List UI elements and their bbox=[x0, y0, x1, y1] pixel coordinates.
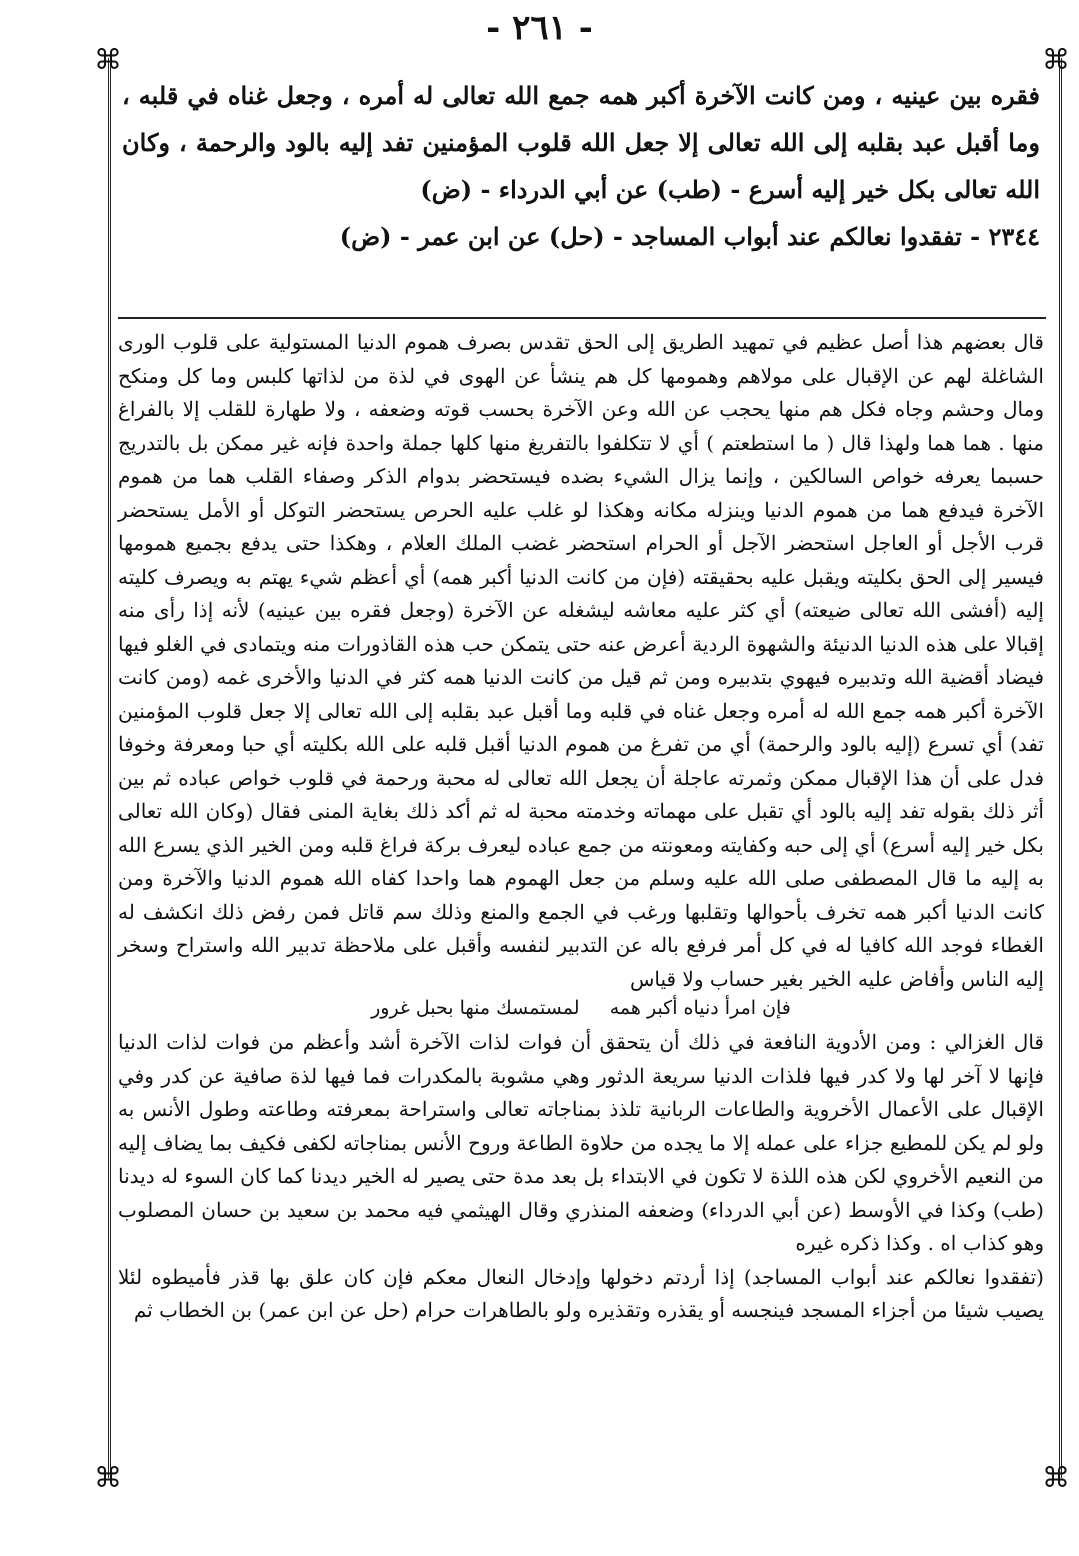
corner-ornament-bottom-left-icon: ⌘ bbox=[94, 1461, 122, 1494]
verse-hemistich-2: لمستمسك منها بحبل غرور bbox=[371, 997, 580, 1019]
hadith-body: فقره بين عينيه ، ومن كانت الآخرة أكبر همه جمع الله تعالى له أمره ، وجعل غناه في قلبه ، وما أقبل عبد بقلبه إلى الله تعالى إلا جعل الله قلوب المؤمنين تفد إليه بالود والرحمة ، وكان الله تعالى بكل خير إليه أسرع - (طب) عن أبي الدرداء - (ض) bbox=[122, 81, 1040, 204]
corner-ornament-top-right-icon: ⌘ bbox=[1042, 43, 1070, 76]
verse-hemistich-1: فإن امرأ دنياه أكبر همه bbox=[609, 997, 791, 1019]
corner-ornament-top-left-icon: ⌘ bbox=[94, 43, 122, 76]
commentary-paragraph: قال الغزالي : ومن الأدوية النافعة في ذلك أن يتحقق أن فوات لذات الآخرة أشد وأعظم من فوات لذات الدنيا فإنها لا آخر لها ولا كدر فيها فلذات الدنيا سريعة الدثور وهي مشوبة بالمكدرات فما فيها لذة صافية عن كدر وفي الإقبال على الأعمال الأخروية والطاعات الربانية تلذذ بمناجاته تعالى واستراحة بمعرفته وطاعته وطول الأنس به ولو لم يكن للمطيع جزاء على عمله إلا ما يجده من حلاوة الطاعة وروح الأنس بمناجاته لكفى فكيف بما يضاف إليه من النعيم الأخروي لكن هذه اللذة لا تكون في الابتداء بل بعد مدة حتى يصير له الخير ديدنا كما كان السوء له ديدنا (طب) وكذا في الأوسط (عن أبي الدرداء) وضعفه المنذري وقال الهيثمي فيه محمد بن سعيد بن حسان المصلوب وهو كذاب اه . وكذا ذكره غيره bbox=[118, 1030, 1044, 1255]
corner-ornament-bottom-right-icon: ⌘ bbox=[1042, 1461, 1070, 1494]
commentary-paragraph: قال بعضهم هذا أصل عظيم في تمهيد الطريق إلى الحق تقدس بصرف هموم الدنيا المستولية على قلوب الورى الشاغلة لهم عن الإقبال على مولاهم وهمومها كل هم ينشأ عن الهوى في لذة من لذاتها كلبس وما كل ومنكح ومال وحشم وجاه فكل هم منها يحجب عن الله وعن الآخرة بحسب قوته وضعفه ، ولا طهارة للقلب إلا بالفراغ منها . هما هما ولهذا قال ( ما استطعتم ) أي لا تتكلفوا بالتفريغ منها كلها جملة واحدة فإنه غير ممكن بل بالتدريج حسبما يعرفه خواص السالكين ، وإنما يزال الشيء بضده فيستحضر بدوام الذكر وصفاء القلب هما من هموم الآخرة فيدفع هما من هموم الدنيا وينزله مكانه وهكذا لو غلب عليه الحرص يستحضر التوكل أو الأمل يستحضر قرب الأجل أو العاجل استحضر الآجل أو الحرام استحضر غضب الملك العلام ، وهكذا حتى يدفع بجميع همومها فيسير إلى الحق بكليته ويقبل عليه بحقيقته (فإن من كانت الدنيا أكبر همه) أي أعظم شيء يهتم به ويصرف كليته إليه (أفشى الله تعالى ضيعته) أي كثر عليه معاشه ليشغله عن الآخرة (وجعل فقره بين عينيه) لأنه إذا رأى منه إقبالا على هذه الدنيا الدنيئة والشهوة الردية أعرض عنه حتى يتمكن حب هذه القاذورات منه ويتمادى في الغلو فيها فيضاد أقضية الله وتدبيره فيهوي بتدبيره ومن ثم قيل من كانت الدنيا همه كثر في الدنيا والأخرى غمه (ومن كانت الآخرة أكبر همه جمع الله له أمره وجعل غناه في قلبه وما أقبل عبد بقلبه إلى الله تعالى إلا جعل قلوب المؤمنين تفد) أي تسرع (إليه بالود والرحمة) أي من تفرغ من هموم الدنيا أقبل قلبه على الله بكليته أي حبا ومعرفة وخوفا فدل على أن هذا الإقبال ممكن وثمرته عاجلة أن يجعل الله تعالى له محبة ورحمة في قلوب خواص عباده ثم بين أثر ذلك بقوله تفد إليه بالود أي تقبل على مهماته وخدمته محبة له ثم أكد ذلك بغاية المنى فقال (وكان الله تعالى بكل خير إليه أسرع) أي إلى حبه وكفايته ومعونته من جمع عباده ليعرف بركة فراغ قلبه ومن الخير الذي يسرع الله به إليه ما قال المصطفى صلى الله عليه وسلم من جعل الهموم هما واحدا كفاه الله هموم الدنيا والآخرة ومن كانت الدنيا أكبر همه تخرف بأحوالها وتقلبها ورغب في الجمع والمنع وذلك سم قاتل فمن رفض ذلك انكشف له الغطاء فوجد الله كافيا له في كل أمر فرفع باله عن التدبير لنفسه وأقبل على ملاحظة تدبير الله واستراح وسخر إليه الناس وأفاض عليه الخير بغير حساب ولا قياس bbox=[118, 330, 1044, 991]
page-number: - ٢٦١ - bbox=[486, 8, 593, 48]
hadith-2344: ٢٣٤٤ - تفقدوا نعالكم عند أبواب المساجد - (حل) عن ابن عمر - (ض) bbox=[339, 222, 1040, 251]
section-divider bbox=[118, 317, 1046, 319]
commentary bbox=[118, 326, 1044, 1328]
hadith-text bbox=[122, 72, 1040, 260]
poetry-verse bbox=[118, 996, 1044, 1020]
commentary-paragraph: (تفقدوا نعالكم عند أبواب المساجد) إذا أردتم دخولها وإدخال النعال معكم فإن كان علق بها قذر فأميطوه لئلا يصيب شيئا من أجزاء المسجد فينجسه أو يقذره وتقذيره ولو بالطاهرات حرام (حل عن ابن عمر) بن الخطاب ثم bbox=[118, 1264, 1044, 1322]
